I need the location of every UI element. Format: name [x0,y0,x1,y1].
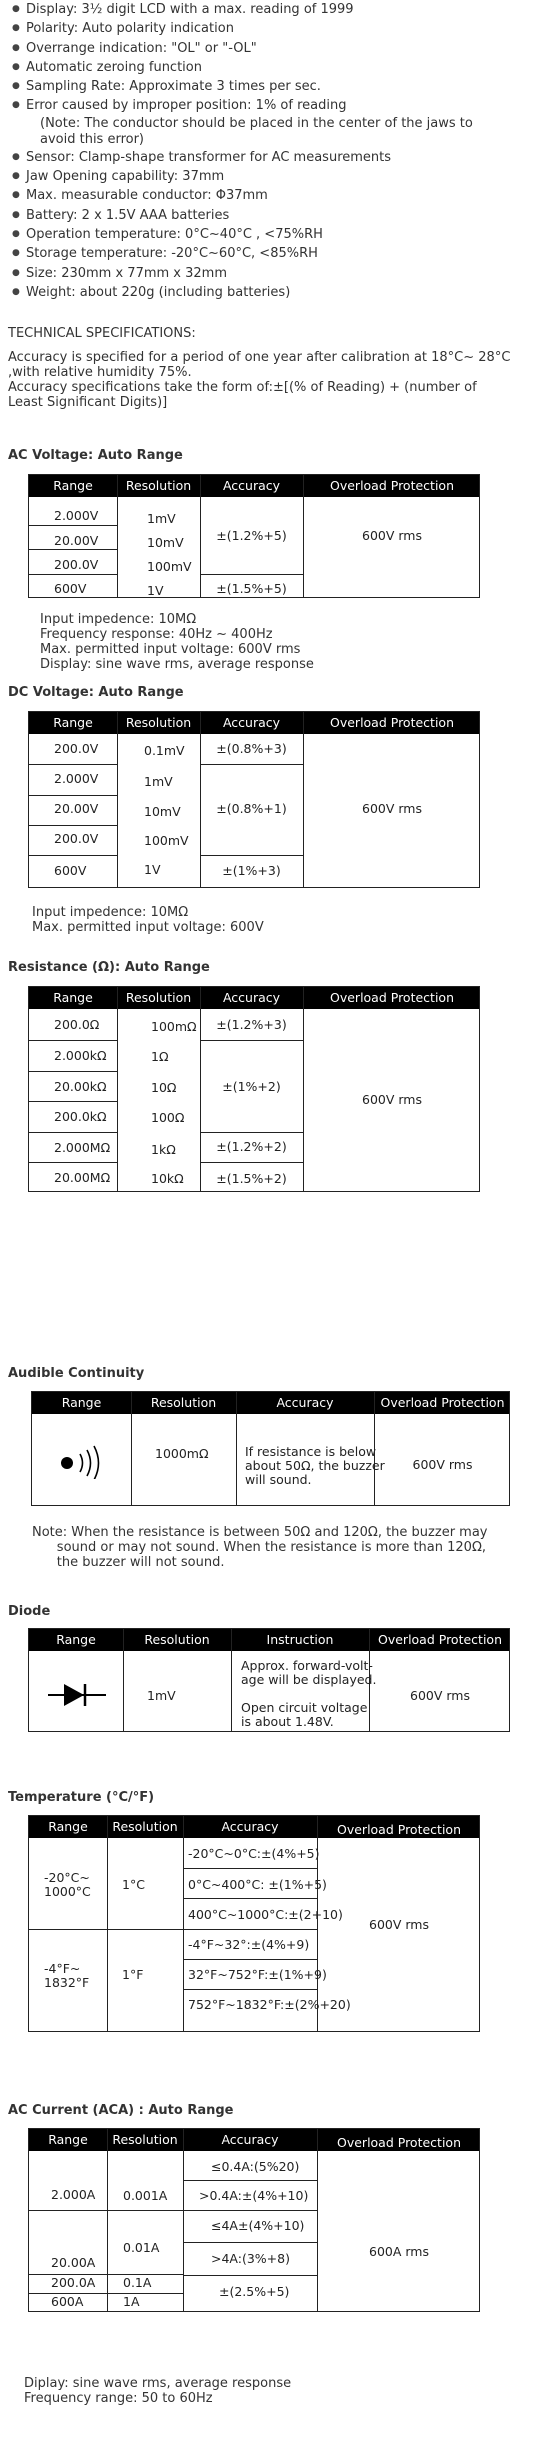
ac-voltage-table [28,474,480,598]
cell-accuracy: ±(1.2%+5) [216,528,287,543]
cell-range: 2.000V [54,508,99,523]
cell-range: 600V [54,581,87,596]
cell-range: 200.0kΩ [54,1109,107,1124]
cell-accuracy: ±(1.5%+2) [216,1171,287,1186]
list-item: ● Sensor: Clamp-shape transformer for AC measurements [12,148,537,167]
section-title-resistance: Resistance (Ω): Auto Range [8,960,210,975]
cell-range: 600V [54,863,87,878]
resistance-table [28,986,480,1192]
cell-resolution: 100Ω [151,1110,185,1125]
continuity-note: Note: When the resistance is between 50Ω and 120Ω, the buzzer may sound or may not sound. When the resistance is more than 120Ω, the buzzer will not sound. [32,1525,488,1570]
col-header-accuracy: Accuracy [222,478,281,493]
cell-resolution: 10kΩ [151,1171,184,1186]
cell-resolution: 10mV [147,535,184,550]
cell-resolution: 1A [123,2294,140,2309]
col-header-resolution: Resolution [112,1819,178,1834]
list-item: ● Polarity: Auto polarity indication [12,19,537,38]
col-header-range: Range [53,478,93,493]
col-header-overload: Overload Protection [330,478,454,493]
buzzer-icon [60,1443,108,1479]
cell-resolution: 1mV [147,1688,176,1703]
list-item: ● Storage temperature: -20°C~60°C, <85%RH [12,244,537,263]
col-header-range: Range [48,2132,88,2147]
cell-resolution: 100mV [147,559,192,574]
list-item: ● Jaw Opening capability: 37mm [12,167,537,186]
cell-resolution: 1kΩ [151,1142,176,1157]
tech-spec-intro: Accuracy is specified for a period of one year after calibration at 18°C~ 28°C ,with relative humidity 75%. Accuracy specifications take the form of:±[(% of Reading) + (number of Least Significant Digits)] [8,350,511,410]
cell-range: -20°C~ 1000°C [44,1870,91,1899]
list-item: ● Size: 230mm x 77mm x 32mm [12,264,537,283]
table-header [29,712,479,734]
cell-range: 20.00kΩ [54,1079,107,1094]
cell-overload: 600V rms [369,1917,429,1932]
col-header-overload: Overload Protection [380,1395,505,1410]
cell-accuracy: ≤0.4A:(5%20) [211,2159,300,2174]
cell-accuracy: ±(1.2%+2) [216,1139,287,1154]
table-header [29,475,479,497]
col-header-overload: Overload Protection [330,715,454,730]
section-title-dc-voltage: DC Voltage: Auto Range [8,685,184,700]
error-note: (Note: The conductor should be placed in the center of the jaws to avoid this error) [40,115,473,147]
cell-accuracy: If resistance is below about 50Ω, the buzzer will sound. [245,1444,385,1487]
feature-list [12,0,537,302]
list-item: ● Battery: 2 x 1.5V AAA batteries [12,206,537,225]
section-title-ac-voltage: AC Voltage: Auto Range [8,448,183,463]
cell-range: 2.000MΩ [54,1140,111,1155]
cell-resolution: 0.1A [123,2275,152,2290]
list-item: ● Sampling Rate: Approximate 3 times per sec. [12,77,537,96]
section-title-ac-current: AC Current (ACA) : Auto Range [8,2103,234,2118]
cell-range: 200.0Ω [54,1017,100,1032]
col-header-accuracy: Accuracy [222,990,281,1005]
cell-resolution: 100mΩ [151,1019,197,1034]
cell-resolution: 1mV [147,511,176,526]
tech-spec-title: TECHNICAL SPECIFICATIONS: [8,326,196,341]
col-header-instruction: Instruction [266,1632,334,1647]
col-header-accuracy: Accuracy [221,1819,279,1834]
cell-accuracy: 0°C~400°C: ±(1%+5) [188,1877,327,1892]
cell-overload: 600A rms [369,2244,429,2259]
table-header [29,987,479,1009]
cell-resolution: 0.1mV [144,743,185,758]
ac-current-notes: Diplay: sine wave rms, average response Frequency range: 50 to 60Hz [24,2376,292,2406]
col-header-resolution: Resolution [144,1632,210,1647]
col-header-accuracy: Accuracy [276,1395,334,1410]
dc-voltage-notes: Input impedence: 10MΩ Max. permitted input voltage: 600V [32,905,264,935]
cell-accuracy: >4A:(3%+8) [211,2251,290,2266]
section-title-diode: Diode [8,1604,51,1619]
col-header-overload: Overload Protection [337,2135,461,2150]
cell-accuracy: ±(1%+2) [222,1079,281,1094]
diode-table [28,1628,510,1732]
list-item: ● Overrange indication: "OL" or "-OL" [12,39,537,58]
cell-range: 2.000kΩ [54,1048,107,1063]
cell-range: 200.0V [54,557,99,572]
section-title-temperature: Temperature (°C/°F) [8,1790,155,1805]
col-header-resolution: Resolution [125,990,192,1005]
cell-resolution: 100mV [144,833,189,848]
cell-accuracy: ±(1%+3) [222,863,281,878]
cell-resolution: 1Ω [151,1049,169,1064]
cell-accuracy: 32°F~752°F:±(1%+9) [188,1967,327,1982]
cell-resolution: 1°C [122,1877,145,1892]
cell-resolution: 1mV [144,774,173,789]
col-header-overload: Overload Protection [337,1822,461,1837]
ac-voltage-notes: Input impedence: 10MΩ Frequency response: 40Hz ~ 400Hz Max. permitted input voltage: 600V rms Display: sine wave rms, average response [40,612,314,672]
cell-accuracy: -4°F~32°:±(4%+9) [188,1937,310,1952]
col-header-resolution: Resolution [112,2132,178,2147]
cell-accuracy: ±(2.5%+5) [219,2284,290,2299]
col-header-range: Range [61,1395,102,1410]
col-header-overload: Overload Protection [330,990,454,1005]
cell-resolution: 1V [147,583,164,598]
col-header-overload: Overload Protection [378,1632,502,1647]
cell-accuracy: ±(1.5%+5) [216,581,287,596]
col-header-range: Range [53,990,93,1005]
table-header [29,1629,509,1651]
cell-range: 20.00A [51,2255,96,2270]
table-header [29,2129,479,2151]
cell-overload: 600V rms [412,1457,473,1472]
list-item: ● Automatic zeroing function [12,58,537,77]
cell-range: 2.000V [54,771,99,786]
continuity-table [31,1391,510,1506]
cell-accuracy: >0.4A:±(4%+10) [199,2188,309,2203]
cell-resolution: 1000mΩ [155,1446,209,1461]
list-item: ● Weight: about 220g (including batteries) [12,283,537,302]
cell-accuracy: ±(1.2%+3) [216,1017,287,1032]
cell-range: 2.000A [51,2187,96,2202]
list-item: ● Display: 3½ digit LCD with a max. reading of 1999 [12,0,537,19]
cell-accuracy: ≤4A±(4%+10) [211,2218,305,2233]
col-header-accuracy: Accuracy [221,2132,279,2147]
cell-accuracy: ±(0.8%+3) [216,741,287,756]
cell-range: 20.00MΩ [54,1170,111,1185]
cell-overload: 600V rms [410,1688,470,1703]
cell-accuracy: 752°F~1832°F:±(2%+20) [188,1997,351,2012]
dc-voltage-table [28,711,480,888]
cell-overload: 600V rms [362,528,422,543]
cell-overload: 600V rms [362,1092,422,1107]
cell-resolution: 10Ω [151,1080,177,1095]
cell-resolution: 10mV [144,804,181,819]
cell-accuracy: ±(0.8%+1) [216,801,287,816]
cell-accuracy: -20°C~0°C:±(4%+5) [188,1846,320,1861]
cell-resolution: 1V [144,862,161,877]
cell-resolution: 0.01A [123,2240,160,2255]
cell-resolution: 1°F [122,1967,144,1982]
cell-range: -4°F~ 1832°F [44,1961,90,1990]
cell-range: 20.00V [54,533,99,548]
cell-range: 600A [51,2294,84,2309]
ac-current-table [28,2128,480,2312]
col-header-resolution: Resolution [125,478,192,493]
col-header-resolution: Resolution [125,715,192,730]
cell-resolution: 0.001A [123,2188,168,2203]
list-item: ● Error caused by improper position: 1% of reading [12,96,537,115]
cell-instruction: Approx. forward-volt- age will be displayed. Open circuit voltage is about 1.48V. [241,1658,377,1729]
diode-icon [48,1682,106,1708]
cell-range: 200.0V [54,831,99,846]
col-header-range: Range [53,715,93,730]
list-item: ● Operation temperature: 0°C~40°C , <75%RH [12,225,537,244]
cell-range: 20.00V [54,801,99,816]
table-header [29,1816,479,1838]
list-item: ● Max. measurable conductor: Φ37mm [12,186,537,205]
col-header-resolution: Resolution [150,1395,217,1410]
cell-range: 200.0V [54,741,99,756]
table-header [32,1392,509,1414]
temperature-table [28,1815,480,2032]
cell-overload: 600V rms [362,801,422,816]
col-header-range: Range [56,1632,96,1647]
section-title-continuity: Audible Continuity [8,1366,145,1381]
cell-accuracy: 400°C~1000°C:±(2+10) [188,1907,343,1922]
col-header-accuracy: Accuracy [222,715,281,730]
col-header-range: Range [48,1819,88,1834]
cell-range: 200.0A [51,2275,96,2290]
